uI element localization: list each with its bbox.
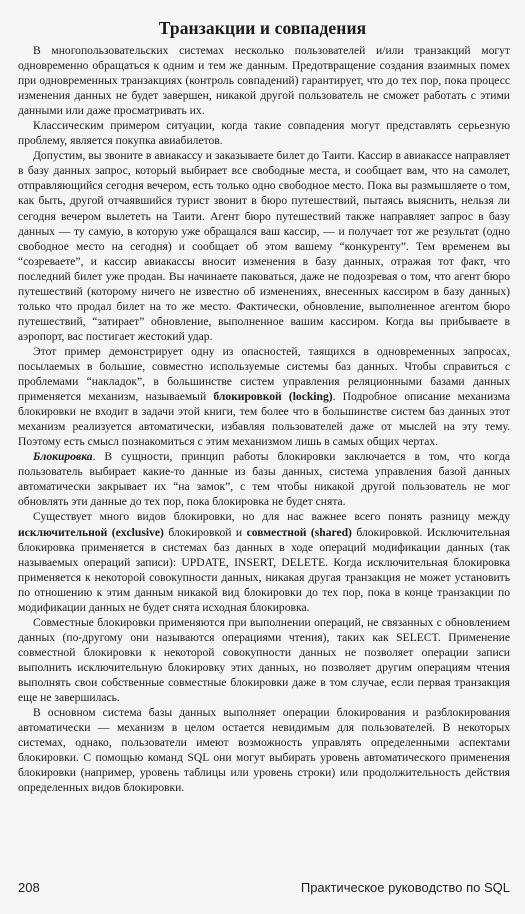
term-shared: совместной (shared) [246,525,352,539]
paragraph-automatic-locking: В основном система базы данных выполняет операции блокирования и разблокирования автоматически — механизм в целом остается невидимым для пользователей. В некоторых системах, однако, пользователи имеют возможность управлять определенными аспектами блокировки. С помощью команд SQL они могут выбирать уровень автоматического применения блокировки (например, уровень таблицы или уровень строки) или продолжительность действия определенных видов блокировки. [18,706,510,795]
paragraph-shared-locks: Совместные блокировки применяются при выполнении операций, не связанных с обновлением данных (по-другому они называются операциями чтения), таких как SELECT. Применение совместной блокировки к некоторой совокупности данных не позволяет операции записи выполнить исключительную блокировку этих данных, но позволяет другим операциям чтения выполнять свои собственные совместные блокировки даже в том случае, если первая транзакция еще не завершилась. [18,615,510,705]
paragraph-lock-types-text-a: Существует много видов блокировки, но для нас важнее всего понять разницу между [33,510,510,524]
section-title: Транзакции и совпадения [158,18,367,38]
paragraph-locking-definition [18,449,510,509]
paragraph-tahiti-story: Допустим, вы звоните в авиакассу и заказываете билет до Таити. Кассир в авиакассе направляет в базу данных запрос, который выбирает все свободные места, и сообщает вам, что на самолет, отправляющийся сегодня вечером, есть только одно свободное место. Пока вы размышляете о том, как быть, другой отчаявшийся турист звонит в бюро путешествий, пытаясь выяснить, нельзя ли сегодня вечером вылететь на Таити. Агент бюро путешествий также направляет запрос в базу данных — ту самую, в которую уже обращался ваш кассир, — и получает тот же результат (одно свободное место на сегодня) и сообщает об этом вашему “конкуренту”. Тем временем вы “созреваете”, и кассир авиакассы вносит изменения в базу данных, отражая тот факт, что последний билет уже продан. Вы начинаете паковаться, даже не подозревая о том, что агент бюро путешествий (которому ничего не известно об изменениях, внесенных кассиром в базу данных) только что продал билет на то же место. Фактически, обновление, выполненное агентом бюро путешествий, “затирает” обновление, выполненное вашим кассиром. Когда вы прибываете в аэропорт, вас постигает жестокий удар. [18,149,510,343]
paragraph-locking-intro-text-b: . Подробное описание механизма блокировки не входит в задачи этой книги, тем более что в большинстве систем баз данных этот механизм реализуется автоматически, избавляя пользователей даже от мыслей на эту тему. Поэтому есть смысл познакомиться с этим механизмом лишь в самых общих чертах. [18,390,510,449]
running-title: Практическое руководство по SQL [300,880,510,895]
paragraph-locking-intro [18,344,510,449]
paragraph-locking-intro-text-a: Этот пример демонстрирует одну из опасностей, таящихся в одновременных запросах, посылаемых в большие, совместно используемые системы баз данных. Чтобы справиться с проблемами “накладок”, в большинстве систем управления реляционными базами данных применяется механизм, называемый [18,344,510,404]
page-number: 208 [18,880,40,895]
term-locking: блокировкой (locking) [213,390,333,404]
paragraph-locking-definition-text: . В сущности, принцип работы блокировки заключается в том, что когда пользователь выбирает какие-то данные из базы данных, система управления базой данных автоматически закрывает их “на замок”, с тем чтобы никакой другой пользователь не мог обновлять эти данные до тех пор, пока блокировка не будет снята. [18,450,510,509]
paragraph-lock-types [18,509,510,614]
body-text [18,43,510,795]
paragraph-concurrency-intro: В многопользовательских системах несколько пользователей и/или транзакций могут одновременно обращаться к одним и тем же данным. Предотвращение создания взаимных помех при одновременных транзакциях (контроль совпадений) гарантирует, что до тех пор, пока процесс изменения данных не будет завершен, никакой другой пользователь не сможет работать с этими данными или даже просматривать их. [18,44,510,118]
term-blokirovka: Блокировка [33,450,93,464]
term-exclusive: исключительной (exclusive) [18,525,164,539]
paragraph-lock-types-text-b: блокировкой и [163,525,247,539]
paragraph-lock-types-text-c: блокировкой. Исключительная блокировка применяется в системах баз данных в ходе операций модификации данных (так называемых операций записи): UPDATE, INSERT, DELETE. Когда исключительная блокировка применяется к некоторой совокупности данных, никакая другая транзакция не может установить по отношению к этим данным никакой вид блокировки до тех пор, пока в конце транзакции по модификации данных не будет снята исходная блокировка. [18,525,511,614]
paragraph-classic-example: Классическим примером ситуации, когда такие совпадения могут представлять серьезную проблему, является покупка авиабилетов. [18,119,510,148]
